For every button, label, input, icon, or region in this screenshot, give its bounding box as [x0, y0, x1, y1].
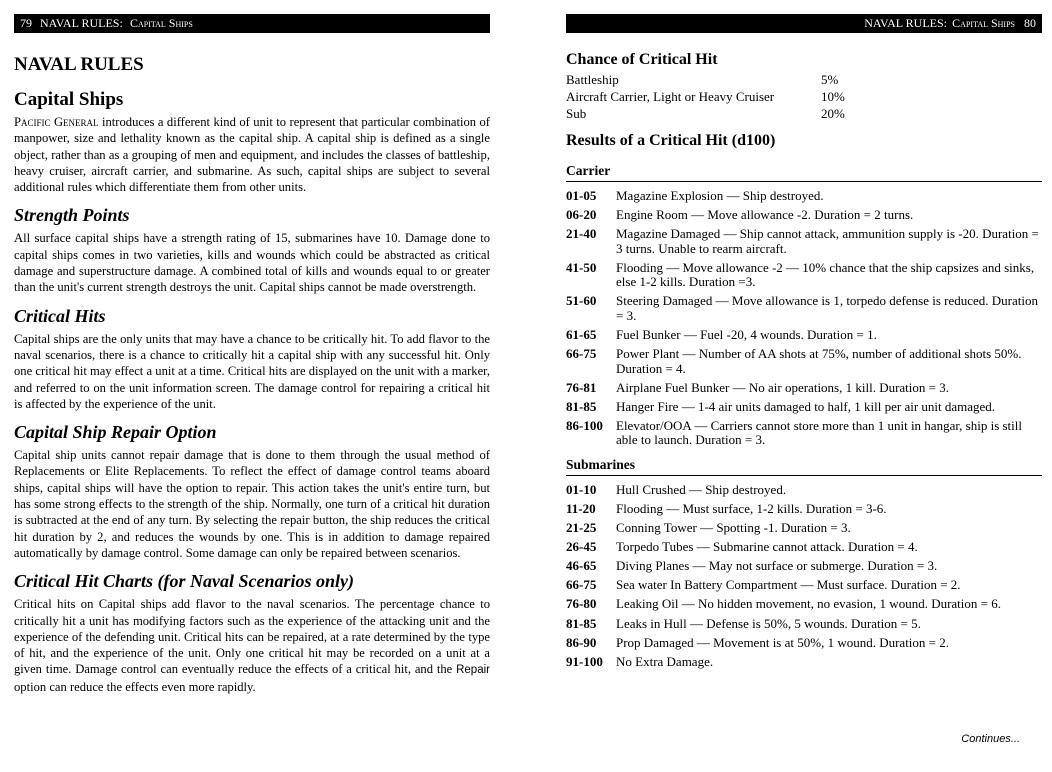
carrier-row	[566, 328, 1042, 343]
carrier-range: 21-40	[566, 226, 597, 242]
chance-label: Sub	[566, 106, 587, 121]
submarine-range: 81-85	[566, 615, 597, 631]
right-page-header	[566, 14, 1042, 33]
carrier-effect: Magazine Explosion — Ship destroyed.	[616, 188, 824, 203]
submarine-effect: Sea water In Battery Compartment — Must surface. Duration = 2.	[616, 577, 961, 593]
submarine-effect: Leaks in Hull — Defense is 50%, 5 wounds. Duration = 5.	[616, 615, 921, 631]
submarine-range: 66-75	[566, 577, 597, 593]
chance-label: Battleship	[566, 72, 619, 87]
submarine-effect: Flooding — Must surface, 1-2 kills. Duration = 3-6.	[616, 500, 887, 516]
submarine-range: 11-20	[566, 500, 596, 516]
right-header-subtitle: Capital Ships	[952, 16, 1015, 30]
submarine-range: 21-25	[566, 520, 597, 536]
carrier-row	[566, 227, 1042, 256]
carrier-range: 41-50	[566, 259, 597, 275]
chance-value: 20%	[821, 106, 845, 121]
product-name: Pacific General	[14, 115, 99, 129]
strength-heading: Strength Points	[14, 205, 130, 226]
charts-paragraph	[14, 596, 490, 695]
carrier-effect: Magazine Damaged — Ship cannot attack, ammunition supply is -20. Duration = 3 turns. Unable to rearm aircraft.	[616, 226, 1039, 256]
submarine-effect: Leaking Oil — No hidden movement, no evasion, 1 wound. Duration = 6.	[616, 596, 1001, 612]
carrier-range: 86-100	[566, 417, 603, 433]
submarine-row	[566, 636, 1042, 651]
submarine-effect: No Extra Damage.	[616, 653, 714, 669]
right-page-number: 80	[1024, 16, 1036, 30]
charts-text-1: Critical hits on Capital ships add flavor to the naval scenarios. The percentage chance to critically hit a unit has modifying factors such as the experience of the attacking unit and the experience of the defending unit. Critical hits can be repaired, at a rate determined by the type of hit, and the experience of the unit. Only one critical hit may be recorded on a unit at a given time. Damage control can eventually reduce the effects of a critical hit, and the	[14, 597, 490, 677]
submarine-range: 01-10	[566, 481, 597, 497]
submarine-effect: Prop Damaged — Movement is at 50%, 1 wound. Duration = 2.	[616, 634, 950, 650]
chance-row	[566, 105, 1042, 122]
chance-label: Aircraft Carrier, Light or Heavy Cruiser	[566, 89, 775, 104]
submarine-row	[566, 502, 1042, 517]
carrier-range: 51-60	[566, 293, 597, 309]
carrier-row	[566, 208, 1042, 223]
subsection-title: Capital Ships	[14, 89, 124, 110]
carrier-row	[566, 419, 1042, 448]
carrier-range: 06-20	[566, 207, 597, 223]
carrier-row	[566, 347, 1042, 376]
chance-value: 10%	[821, 89, 845, 104]
submarines-table	[566, 483, 1042, 669]
submarine-row	[566, 655, 1042, 670]
carrier-range: 61-65	[566, 326, 597, 342]
chance-row	[566, 88, 1042, 105]
submarine-row	[566, 597, 1042, 612]
submarine-row	[566, 578, 1042, 593]
chance-value: 5%	[821, 72, 839, 87]
submarine-range: 91-100	[566, 653, 603, 669]
carrier-effect: Steering Damaged — Move allowance is 1, torpedo defense is reduced. Duration = 3.	[616, 293, 1039, 323]
carrier-table	[566, 189, 1042, 448]
submarine-effect: Conning Tower — Spotting -1. Duration = 3.	[616, 520, 851, 536]
carrier-row	[566, 381, 1042, 396]
carrier-range: 66-75	[566, 346, 597, 362]
chance-row	[566, 71, 1042, 88]
left-page-header	[14, 14, 490, 33]
carrier-effect: Elevator/OOA — Carriers cannot store more than 1 unit in hangar, ship is still able to launch. Duration = 3.	[616, 417, 1023, 448]
carrier-row	[566, 400, 1042, 415]
critical-heading: Critical Hits	[14, 305, 106, 326]
carrier-heading: Carrier	[566, 162, 1042, 182]
carrier-row	[566, 261, 1042, 290]
critical-paragraph: Capital ships are the only units that may have a chance to be critically hit. To add flavor to the naval scenarios, there is a chance to critically hit a capital ship with any successful hit. Only one critical hit may effect a unit at a time. Critical hits are displayed on the unit with a marker, and referred to on the unit information screen. The damage control for repairing a critical hit is affected by the experience of the unit.	[14, 331, 490, 411]
carrier-effect: Engine Room — Move allowance -2. Duration = 2 turns.	[616, 207, 914, 223]
carrier-effect: Flooding — Move allowance -2 — 10% chance that the ship capsizes and sinks, else 1-2 kills. Duration =3.	[616, 259, 1035, 290]
left-header-subtitle: Capital Ships	[130, 16, 193, 30]
charts-text-2: option can reduce the effects even more rapidly.	[14, 679, 256, 694]
repair-heading: Capital Ship Repair Option	[14, 422, 217, 443]
submarine-effect: Hull Crushed — Ship destroyed.	[616, 481, 787, 497]
submarines-heading: Submarines	[566, 456, 1042, 476]
intro-text: introduces a different kind of unit to represent that particular combination of manpower, size and lethality known as the capital ship. A capital ship is defined as a single object, rather than as a grouping of men and equipment, and includes the classes of battleship, heavy cruiser, aircraft carrier, and submarine. As such, capital ships are subject to several additional rules which differentiate them from other units.	[14, 115, 491, 195]
submarine-row	[566, 483, 1042, 498]
section-title: NAVAL RULES	[14, 54, 144, 75]
carrier-row	[566, 294, 1042, 323]
carrier-range: 01-05	[566, 188, 597, 203]
carrier-effect: Hanger Fire — 1-4 air units damaged to half, 1 kill per air unit damaged.	[616, 398, 996, 414]
chance-title: Chance of Critical Hit	[566, 51, 718, 68]
right-content	[566, 49, 1042, 674]
submarine-range: 26-45	[566, 539, 597, 555]
carrier-range: 81-85	[566, 398, 597, 414]
chance-table	[566, 71, 1042, 122]
charts-heading: Critical Hit Charts (for Naval Scenarios only)	[14, 571, 355, 592]
carrier-range: 76-81	[566, 379, 597, 395]
submarine-row	[566, 521, 1042, 536]
submarine-effect: Torpedo Tubes — Submarine cannot attack. Duration = 4.	[616, 539, 918, 555]
submarine-range: 86-90	[566, 634, 597, 650]
submarine-range: 76-80	[566, 596, 597, 612]
left-header-title: NAVAL RULES:	[40, 16, 123, 30]
left-page-number: 79	[20, 16, 32, 30]
carrier-effect: Fuel Bunker — Fuel -20, 4 wounds. Duration = 1.	[616, 326, 877, 342]
submarine-row	[566, 559, 1042, 574]
continues-note: Continues...	[961, 733, 1020, 745]
submarine-row	[566, 617, 1042, 632]
intro-paragraph	[14, 114, 490, 195]
left-content	[14, 46, 490, 695]
submarine-range: 46-65	[566, 558, 597, 574]
strength-paragraph: All surface capital ships have a strength rating of 15, submarines have 10. Damage done to capital ships comes in two varieties, kills and wounds which could be abstracted as critical damage and superstructure damage. A combined total of kills and wounds equal to or greater than the unit's current strength destroys the unit. Capital ships cannot be made overstrength.	[14, 231, 490, 295]
carrier-row	[566, 189, 1042, 204]
results-title: Results of a Critical Hit (d100)	[566, 132, 776, 149]
right-header-title: NAVAL RULES:	[864, 16, 947, 30]
repair-keyword: Repair	[456, 664, 490, 677]
submarine-row	[566, 540, 1042, 555]
repair-paragraph: Capital ship units cannot repair damage that is done to them through the usual method of Replacements or Elite Replacements. To reflect the effect of damage control teams aboard ships, capital ships will have the option to repair. This action takes the unit's entire turn, but has some strong effects to the strength of the ship. Normally, one turn of a critical hit duration is subtracted at the end of any turn. By selecting the repair button, the ship reduces the critical hit duration by 2, and reduces the wounds by one. This is in addition to damage repaired automatically by damage control. Some damage can only be repaired between scenarios.	[14, 448, 490, 560]
carrier-effect: Airplane Fuel Bunker — No air operations, 1 kill. Duration = 3.	[616, 379, 949, 395]
submarine-effect: Diving Planes — May not surface or submerge. Duration = 3.	[616, 558, 938, 574]
carrier-effect: Power Plant — Number of AA shots at 75%, number of additional shots 50%. Duration = 4.	[616, 346, 1022, 376]
